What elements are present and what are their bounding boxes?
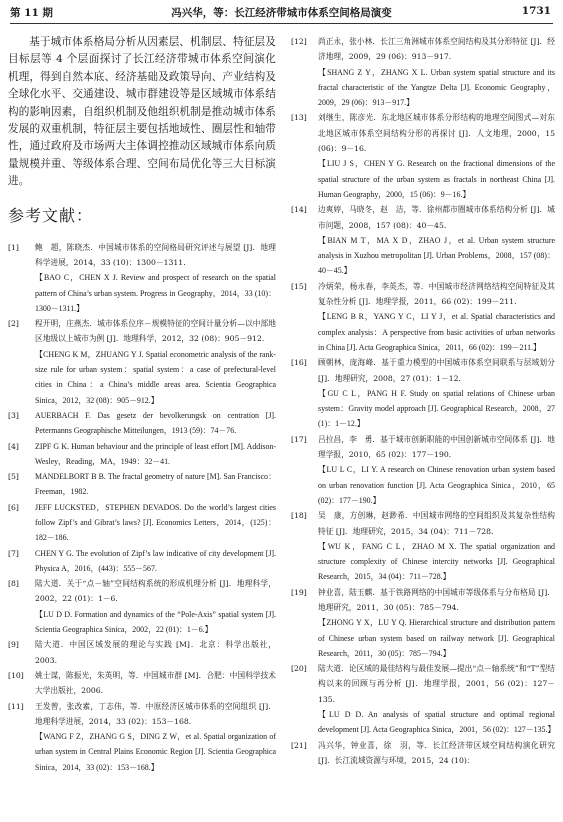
reference-number: [10] <box>8 670 24 680</box>
reference-item <box>8 469 276 500</box>
reference-item <box>291 585 555 661</box>
reference-item <box>8 240 276 316</box>
reference-number: [16] <box>291 358 307 368</box>
reference-text-english: 【LU D D. An analysis of spatial structure and optimal regional development [J]. Acta Geographica Sinica，2001，56 (02)：127－135.】 <box>318 710 556 735</box>
reference-text-english: JEFF LUCKSTED，STEPHEN DEVADOS. Do the world’s largest cities follow Zipf’s and Gibrat’s laws? [J]. Economics Letters，2014，(125)：182－186. <box>35 502 276 543</box>
left-column <box>8 34 276 775</box>
reference-item <box>291 432 555 508</box>
reference-number: [4] <box>8 441 19 451</box>
reference-text-chinese: 吴 康，方创琳，赵渺希．中国城市网络的空间组织及其复杂性结构特征 [J]．地理研究，2015，34 (04)：711－728． <box>318 511 555 536</box>
reference-text-chinese: 边爽婷，马晓冬，赵 洁，等．徐州都市圈城市体系结构分析 [J]．城市问题，2008，157 (08)：40－45． <box>318 205 555 230</box>
reference-text-english: 【SHANG Z Y，ZHANG X L. Urban system spatial structure and its fractal characteristic of the Yangtze Delta [J]. Economic Geography，2009，29 (06)：913－917.】 <box>318 67 555 108</box>
reference-text-english: 【BIAN M T，MA X D，ZHAO J，et al. Urban system structure analysis in Xuzhou metropolitan [J]. Urban Problems，2008，157 (08)：40－45.】 <box>318 235 555 276</box>
reference-text-chinese: 程开明，庄燕杰．城市体系位序－规模特征的空间计量分析—以中部地区地级以上城市为例 [J]．地理科学，2012，32 (08)：905－912． <box>35 319 276 344</box>
conclusion-paragraph: 基于城市体系格局分析从因素层、机制层、特征层及目标层等 4 个层面探讨了长江经济带城市体系空间演化机理，得到自然本底、经济基础及政策导向、产业结构及全球化水平、交通建设、城市群建设等是区域城市体系结构的影响因素，自组织机制及他组织机制是推动城市体系发展的双重机制，特征层主要包括地域性、圈层性和轴带性，通过政府及市场两大主体调控推动区域城市体系向质量规模并重、等级体系合理、空间布局优化等三大目标演进。 <box>8 36 276 188</box>
reference-number: [1] <box>8 242 19 252</box>
reference-item <box>8 316 276 408</box>
issue-number: 第 11 期 <box>10 7 53 19</box>
reference-item <box>291 661 555 737</box>
reference-text-chinese: 陆大道．关于“点－轴”空间结构系统的形成机理分析 [J]．地理科学，2002，22 (01)：1－6． <box>35 579 276 604</box>
reference-number: [2] <box>8 319 19 329</box>
reference-text-chinese: 吕拉昌，李 勇．基于城市创新职能的中国创新城市空间体系 [J]．地理学报，2010，65 (02)：177－190． <box>318 434 555 460</box>
reference-item <box>291 738 555 769</box>
reference-text-chinese: 王发曾，张改素，丁志伟，等．中原经济区城市体系的空间组织 [J]．地理科学进展，2014，33 (02)：153－168． <box>35 701 276 726</box>
reference-text-chinese: 刘继生，陈彦光．东北地区城市体系分形结构的地理空间图式—对东北地区城市体系空间结构分形的再探讨 [J]．人文地理，2000，15 (06)：9－16． <box>318 113 555 154</box>
reference-item <box>291 355 555 431</box>
reference-text-chinese: 陆大道．论区域的最佳结构与最佳发展—提出“点－轴系统”和“T”型结构以来的回顾与再分析 [J]．地理学报，2001，56 (02)：127－135． <box>318 664 555 704</box>
reference-item <box>8 439 276 470</box>
reference-number: [7] <box>8 548 19 558</box>
reference-text-chinese: 陆大道．中国区域发展的理论与实践 [M]．北京：科学出版社，2003． <box>35 640 276 665</box>
reference-number: [18] <box>291 511 307 521</box>
reference-item <box>8 699 276 775</box>
reference-number: [17] <box>291 434 307 444</box>
page-header <box>10 0 553 24</box>
reference-text-english: 【WANG F Z，ZHANG G S，DING Z W，et al. Spatial organization of urban system in Central Plains Economic Region [J]. Scientia Geographica Sinica，2014，33 (02)：153－168.】 <box>35 732 276 772</box>
reference-number: [13] <box>291 113 307 123</box>
reference-text-english: 【LENG B R，YANG Y C，LI Y J，et al. Spatial characteristics and complex analysis：A perspective from basic activities of urban networks in China [J]. Acta Geographica Sinica，2011，66 (02)：199－211.】 <box>318 312 555 352</box>
reference-number: [5] <box>8 472 19 482</box>
reference-number: [3] <box>8 410 19 420</box>
right-column <box>291 34 555 768</box>
reference-text-english: 【BAO C，CHEN X J. Review and prospect of research on the spatial pattern of China’s urban system. Progress in Geography，2014，33 (10)：1300－1311.】 <box>35 273 276 313</box>
reference-text-english: AUERBACH F. Das gesetz der bevolkerungsk on centration [J]. Petermanns Geographische Mitteilungen，1913 (59)：74－76. <box>35 410 276 436</box>
reference-item <box>8 408 276 439</box>
reference-item <box>291 110 555 202</box>
reference-text-english: CHEN Y G. The evolution of Zipf’s law indicative of city development [J]. Physica A，2016，(443)：555－567. <box>35 548 276 573</box>
reference-item <box>291 508 555 584</box>
reference-number: [9] <box>8 640 19 650</box>
running-title: 冯兴华，等：长江经济带城市体系空间格局演变 <box>171 7 392 19</box>
reference-text-english: 【WU K，FANG C L，ZHAO M X. The spatial organization and structure complexity of Chinese intercity networks [J]. Geographical Research，2015，34 (04)：711－728.】 <box>318 541 555 582</box>
reference-text-english: MANDELBORT B B. The fractal geometry of nature [M]. San Francisco：Freeman，1982. <box>35 472 276 497</box>
reference-text-chinese: 冯兴华，钟业喜，徐 羽，等．长江经济带区域空间结构演化研究 [J]．长江流域资源与环境，2015，24 (10)： <box>318 740 555 765</box>
reference-text-english: 【CHENG K M，ZHUANG Y J. Spatial econometric analysis of the rank-size rule for urban system：spatial system：a case of prefectural-level cities in China：a China’s middle areas area. Scientia Geographica Sinica，2012，32 (08)：905－912.】 <box>35 349 276 405</box>
reference-number: [11] <box>8 701 24 711</box>
reference-list-left <box>8 240 276 775</box>
reference-number: [14] <box>291 205 307 215</box>
reference-item <box>291 202 555 278</box>
reference-item <box>8 500 276 546</box>
reference-text-chinese: 冷炳荣，杨永春，李英杰，等．中国城市经济网络结构空间特征及其复杂性分析 [J]．地理学报，2011，66 (02)：199－211． <box>318 281 555 307</box>
reference-item <box>8 637 276 668</box>
reference-number: [19] <box>291 587 307 597</box>
reference-text-chinese: 尚正永，张小林．长江三角洲城市体系空间结构及其分形特征 [J]．经济地理，2009，29 (06)：913－917． <box>318 37 555 62</box>
reference-text-english: 【LIU J S，CHEN Y G. Research on the fractional dimensions of the spatial structure of the urban system as fractals in northeast China [J]. Human Geography，2000，15 (06)：9－16.】 <box>318 159 555 199</box>
reference-text-english: 【GU C L，PANG H F. Study on spatial relations of Chinese urban system：Gravity model approach [J]. Geographical Research，2008，27 (1)：1－12.】 <box>318 388 555 429</box>
reference-number: [12] <box>291 37 307 46</box>
references-heading: 参考文献： <box>8 205 94 225</box>
reference-number: [21] <box>291 740 307 750</box>
reference-text-chinese: 顾朝林，庞海峰．基于重力模型的中国城市体系空间联系与层域划分 [J]．地理研究，2008，27 (01)：1－12． <box>318 358 555 383</box>
reference-text-chinese: 鲍 超，陈晓杰．中国城市体系的空间格局研究评述与展望 [J]．地理科学进展，2014，33 (10)：1300－1311． <box>35 242 276 267</box>
reference-number: [8] <box>8 579 19 589</box>
reference-number: [6] <box>8 502 19 512</box>
reference-number: [20] <box>291 664 307 674</box>
reference-text-english: 【LU D D. Formation and dynamics of the “Pole-Axis” spatial system [J]. Scientia Geographica Sinica，2002，22 (01)：1－6.】 <box>35 609 276 635</box>
page-number: 1731 <box>521 5 551 17</box>
reference-text-english: 【ZHONG Y X，LU Y Q. Hierarchical structure and distribution pattern of Chinese urban system based on railway network [J]. Geographical Research，2011，30 (05)：785－794.】 <box>318 618 555 658</box>
reference-item <box>8 546 276 577</box>
reference-text-english: ZIPF G K. Human behaviour and the principle of least effort [M]. Addison-Wesley，Reading，MA，1949：32－41. <box>35 441 276 466</box>
reference-item <box>291 279 555 355</box>
reference-item <box>8 576 276 637</box>
reference-text-chinese: 钟业喜，陆玉麒．基于铁路网络的中国城市等级体系与分布格局 [J]．地理研究，2011，30 (05)：785－794． <box>318 587 555 612</box>
reference-text-english: 【LU L C，LI Y. A research on Chinese renovation urban system based on urban renovation function [J]. Acta Geographica Sinica，2010，65 (02)：177－190.】 <box>318 465 555 505</box>
reference-item <box>291 34 555 110</box>
reference-item <box>8 668 276 699</box>
reference-list-right <box>291 34 555 768</box>
reference-text-chinese: 姚士谋，陈振光，朱英明，等．中国城市群 [M]．合肥：中国科学技术大学出版社，2006． <box>35 670 276 696</box>
reference-number: [15] <box>291 281 307 291</box>
